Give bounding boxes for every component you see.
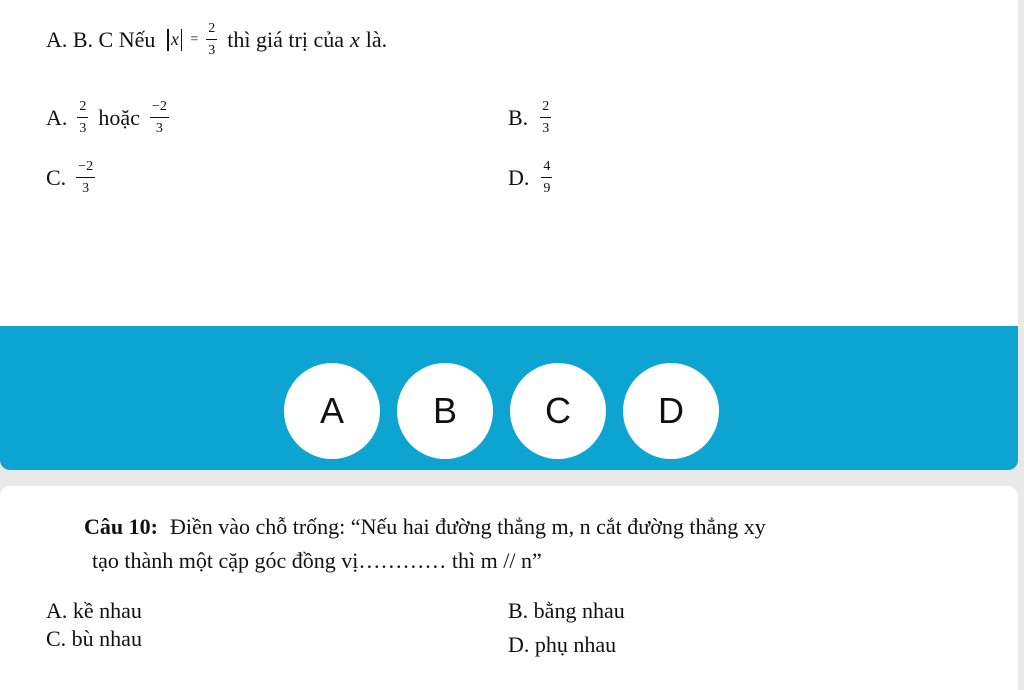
answer-bar <box>0 326 1018 470</box>
stem-suffix: thì giá trị của <box>227 27 344 52</box>
option-a-fraction-2: $\frac{-2}{3}$ <box>151 99 167 136</box>
q10-option-b: B. bằng nhau <box>508 598 625 623</box>
answer-button-b[interactable]: B <box>397 363 493 459</box>
option-b: B. $\frac{2}{3}$ <box>508 99 550 136</box>
q10-option-a: A. kề nhau <box>46 598 142 623</box>
option-d: D. $\frac{4}{9}$ <box>508 159 551 196</box>
equals-sign: = <box>190 32 199 47</box>
question-stem <box>46 22 387 58</box>
stem-variable: x <box>349 27 360 52</box>
q10-option-d: D. phụ nhau <box>508 632 617 657</box>
question-10-line-1 <box>84 514 766 540</box>
option-c-fraction: $\frac{-2}{3}$ <box>78 159 94 196</box>
option-a: A. $\frac{2}{3}$ hoặc $\frac{-2}{3}$ <box>46 99 167 136</box>
question-10-line-2 <box>92 548 542 574</box>
q10-option-c: C. bù nhau <box>46 626 142 651</box>
abs-value: x <box>165 29 184 52</box>
option-a-fraction-1: $\frac{2}{3}$ <box>79 99 87 136</box>
option-b-fraction: $\frac{2}{3}$ <box>542 99 550 136</box>
option-c: C. $\frac{-2}{3}$ <box>46 159 94 196</box>
question-card-bottom <box>0 486 1018 690</box>
stem-prefix: A. B. C Nếu <box>46 27 156 52</box>
stem-end: là. <box>365 27 388 52</box>
question-card-top <box>0 0 1018 326</box>
answer-button-d[interactable]: D <box>623 363 719 459</box>
stem-fraction: $\frac{2}{3}$ <box>208 21 216 58</box>
answer-button-a[interactable]: A <box>284 363 380 459</box>
question-number: Câu 10: <box>84 514 158 539</box>
option-d-fraction: $\frac{4}{9}$ <box>543 159 551 196</box>
question-10-text-1: Điền vào chỗ trống: “Nếu hai đường thẳng m, n cắt đường thẳng xy <box>169 514 766 539</box>
question-10-text-2: tạo thành một cặp góc đồng vị………… thì m // n” <box>92 548 542 573</box>
answer-button-c[interactable]: C <box>510 363 606 459</box>
